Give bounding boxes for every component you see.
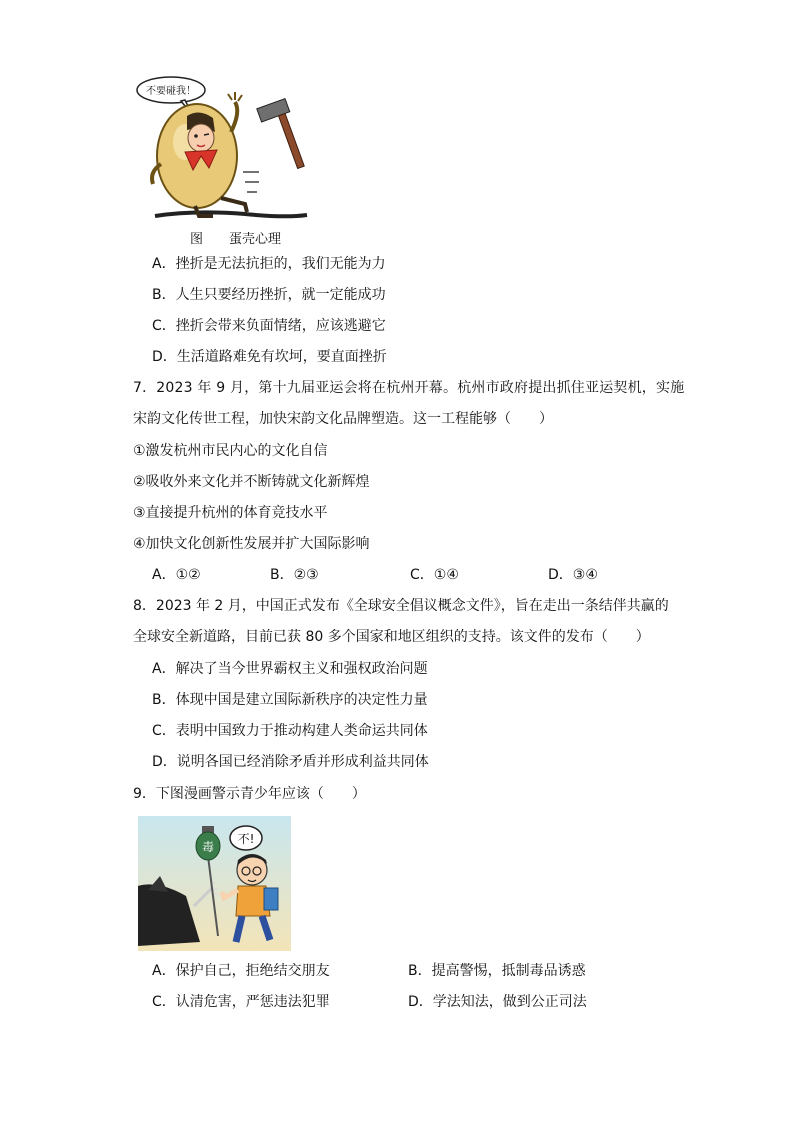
- bottle-label: 毒: [201, 840, 215, 854]
- q6-option-d: D．生活道路难免有坎坷，要直面挫折: [152, 349, 387, 365]
- q7-statement-4: ④加快文化创新性发展并扩大国际影响: [133, 536, 370, 552]
- eggshell-cartoon: [135, 72, 325, 222]
- q7-stem-line1: 7．2023 年 9 月，第十九届亚运会将在杭州开幕。杭州市政府提出抓住亚运契机，实施: [133, 380, 685, 396]
- q7-option-c: C．①④: [410, 567, 459, 583]
- q6-option-b: B．人生只要经历挫折，就一定能成功: [152, 287, 386, 303]
- q7-statement-1: ①激发杭州市民内心的文化自信: [133, 443, 328, 459]
- q8-stem-line1: 8．2023 年 2 月，中国正式发布《全球安全倡议概念文件》，旨在走出一条结伴共赢的: [133, 598, 669, 614]
- q9-option-c: C．认清危害，严惩违法犯罪: [152, 994, 330, 1010]
- q7-option-a: A．①②: [152, 567, 201, 583]
- q8-stem-line2: 全球安全新道路，目前已获 80 多个国家和地区组织的支持。该文件的发布（ ）: [133, 629, 650, 645]
- q7-option-b: B．②③: [270, 567, 319, 583]
- q9-stem: 9．下图漫画警示青少年应该（ ）: [133, 786, 366, 802]
- q6-option-c: C．挫折会带来负面情绪，应该逃避它: [152, 318, 386, 334]
- bubble-text: 不要碰我！: [146, 86, 196, 97]
- q8-option-a: A．解决了当今世界霸权主义和强权政治问题: [152, 661, 428, 677]
- q7-statement-3: ③直接提升杭州的体育竞技水平: [133, 505, 328, 521]
- q8-option-b: B．体现中国是建立国际新秩序的决定性力量: [152, 692, 428, 708]
- q8-option-d: D．说明各国已经消除矛盾并形成利益共同体: [152, 754, 429, 770]
- drug-warning-cartoon: [138, 816, 291, 951]
- q7-stem-line2: 宋韵文化传世工程，加快宋韵文化品牌塑造。这一工程能够（ ）: [133, 411, 553, 427]
- hammer-icon: [257, 99, 309, 175]
- eggshell-illustration: [135, 72, 325, 222]
- q9-option-a: A．保护自己，拒绝结交朋友: [152, 963, 330, 979]
- q7-option-d: D．③④: [548, 567, 598, 583]
- cartoon-bubble-text: 不!: [237, 832, 255, 846]
- drug-warning-illustration: [138, 816, 291, 951]
- q9-option-b: B．提高警惕，抵制毒品诱惑: [408, 963, 586, 979]
- q6-option-a: A．挫折是无法抗拒的，我们无能为力: [152, 256, 386, 272]
- q9-option-d: D．学法知法，做到公正司法: [408, 994, 587, 1010]
- q8-option-c: C．表明中国致力于推动构建人类命运共同体: [152, 723, 428, 739]
- figure-caption: 图 蛋壳心理: [190, 232, 282, 247]
- q7-statement-2: ②吸收外来文化并不断铸就文化新辉煌: [133, 474, 370, 490]
